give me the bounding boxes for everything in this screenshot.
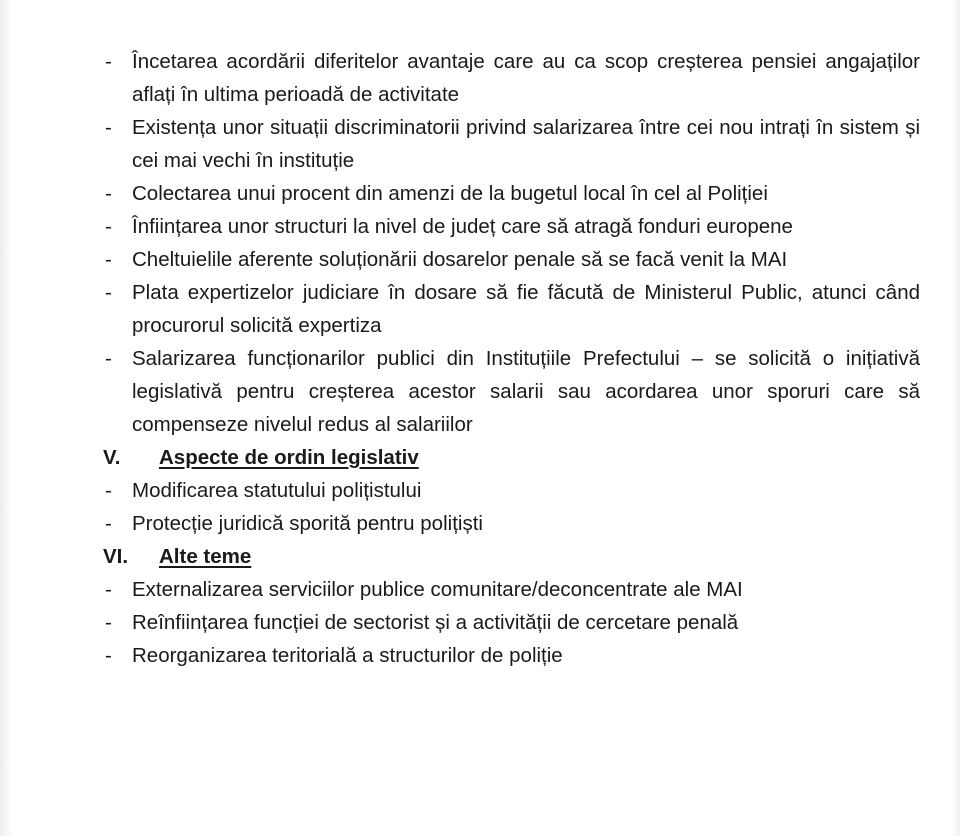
bullet-dash: - — [105, 512, 112, 535]
list-item — [100, 507, 920, 540]
bullet-dash: - — [105, 347, 112, 370]
list-item — [100, 342, 920, 441]
list-item — [100, 177, 920, 210]
list-item-text: Înființarea unor structuri la nivel de județ care să atragă fonduri europene — [132, 215, 793, 238]
list-item-text: Existența unor situații discriminatorii privind salarizarea între cei nou intrați în sistem și cei mai vechi în instituție — [132, 116, 920, 172]
list-item-text: Plata expertizelor judiciare în dosare să fie făcută de Ministerul Public, atunci când procurorul solicită expertiza — [132, 281, 920, 337]
list-item-text: Externalizarea serviciilor publice comunitare/deconcentrate ale MAI — [132, 578, 743, 601]
list-item-text: Modificarea statutului polițistului — [132, 479, 422, 502]
section-heading-vi — [100, 540, 920, 573]
bullet-dash: - — [105, 578, 112, 601]
document-page — [100, 45, 920, 672]
list-item — [100, 243, 920, 276]
list-item — [100, 210, 920, 243]
bullet-dash: - — [105, 182, 112, 205]
bullet-dash: - — [105, 479, 112, 502]
section-heading-v — [100, 441, 920, 474]
bullet-dash: - — [105, 281, 112, 304]
section-number: VI. — [103, 545, 129, 568]
list-item-text: Cheltuielile aferente soluționării dosarelor penale să se facă venit la MAI — [132, 248, 788, 271]
page-right-shadow — [952, 0, 960, 836]
list-item — [100, 45, 920, 111]
list-item — [100, 111, 920, 177]
list-item — [100, 606, 920, 639]
list-item — [100, 573, 920, 606]
list-item — [100, 639, 920, 672]
section-title: Aspecte de ordin legislativ — [159, 446, 419, 469]
bullet-dash: - — [105, 50, 112, 73]
list-item-text: Colectarea unui procent din amenzi de la bugetul local în cel al Poliției — [132, 182, 768, 205]
list-item — [100, 474, 920, 507]
list-item-text: Reorganizarea teritorială a structurilor de poliție — [132, 644, 563, 667]
list-item-text: Protecție juridică sporită pentru polițiști — [132, 512, 483, 535]
page-left-shadow — [0, 0, 12, 836]
bullet-dash: - — [105, 116, 112, 139]
bullet-dash: - — [105, 644, 112, 667]
list-item-text: Reînființarea funcției de sectorist și a activității de cercetare penală — [132, 611, 739, 634]
bullet-dash: - — [105, 215, 112, 238]
section-number: V. — [103, 446, 121, 469]
bullet-dash: - — [105, 248, 112, 271]
bullet-dash: - — [105, 611, 112, 634]
list-item-text: Încetarea acordării diferitelor avantaje care au ca scop creșterea pensiei angajaților aflați în ultima perioadă de activitate — [132, 50, 920, 106]
section-title: Alte teme — [159, 545, 252, 568]
list-item — [100, 276, 920, 342]
list-item-text: Salarizarea funcționarilor publici din Instituțiile Prefectului – se solicită o inițiativă legislativă pentru creșterea acestor salarii sau acordarea unor sporuri care să compenseze nivelul redus al salariilor — [132, 347, 920, 436]
